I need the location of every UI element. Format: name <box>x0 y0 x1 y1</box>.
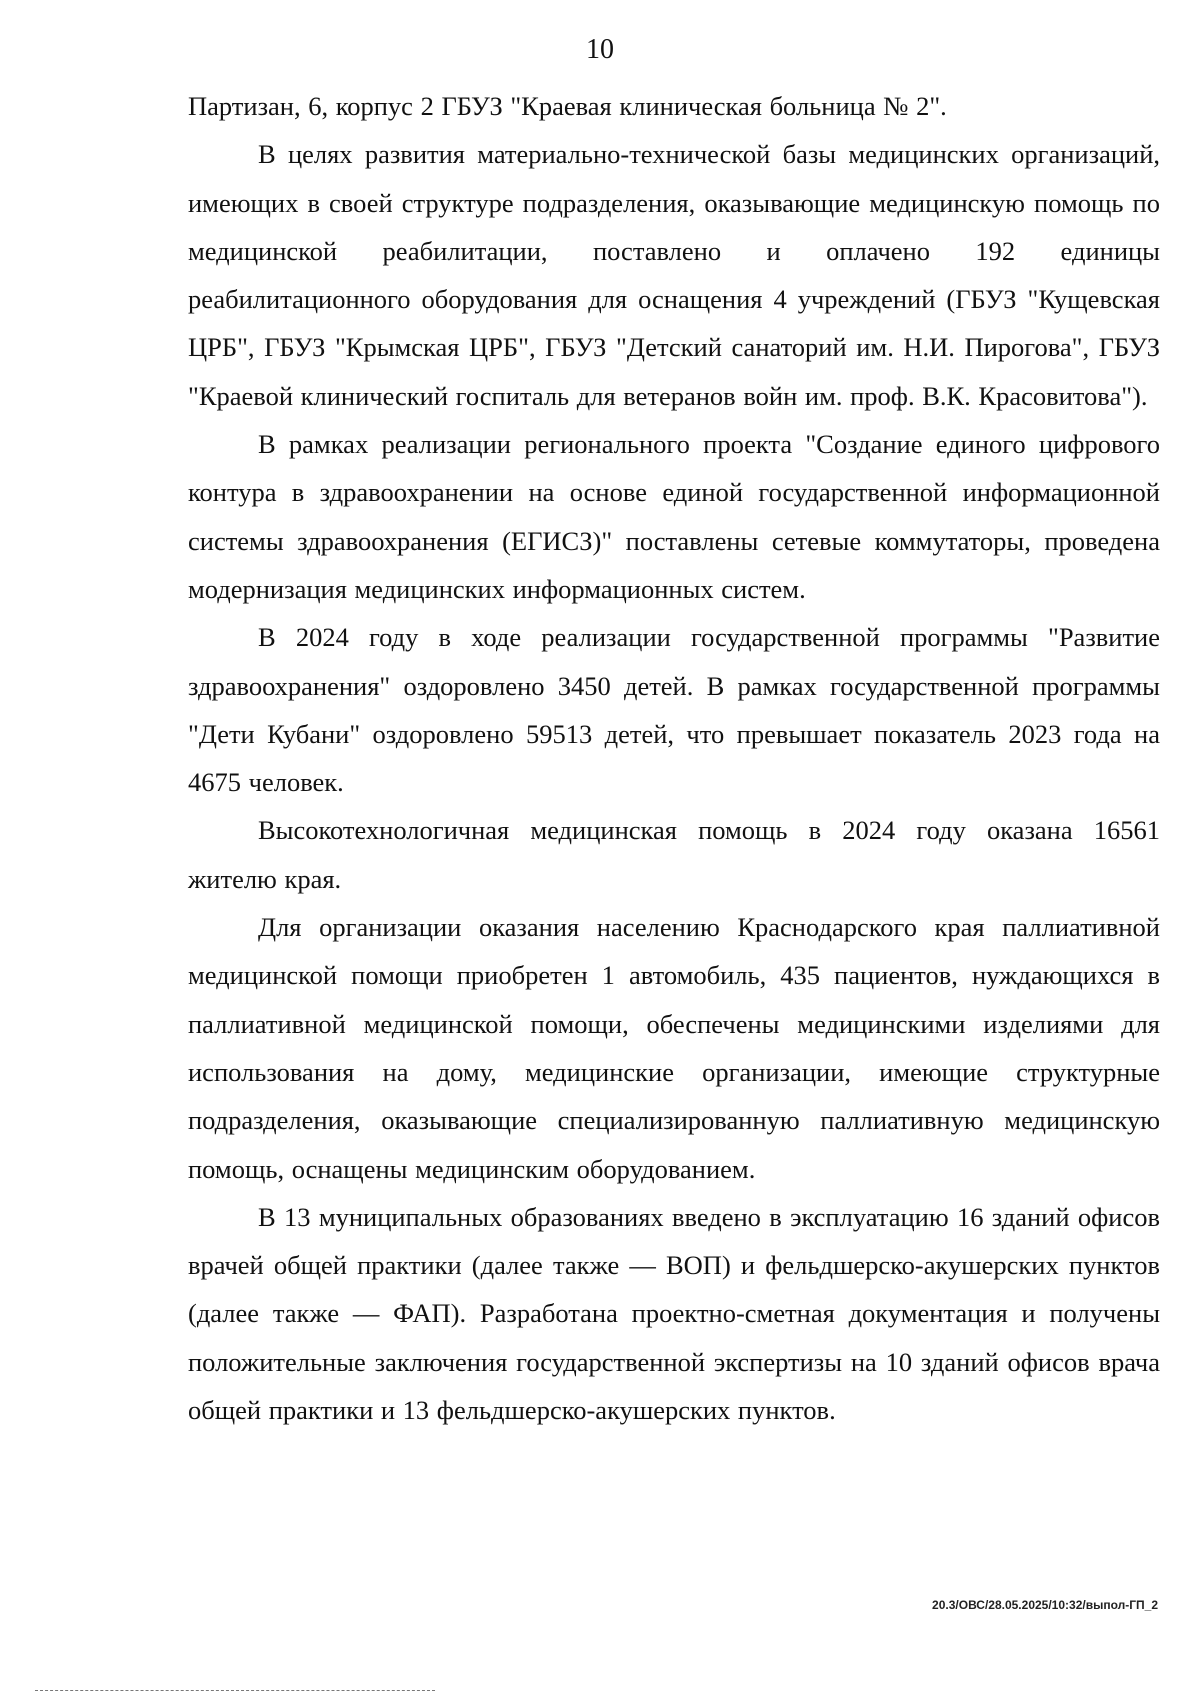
paragraph-gp-offices: В 13 муниципальных образованиях введено в эксплуатацию 16 зданий офисов врачей общей практики (далее также — ВОП) и фельдшерско-акушерских пунктов (далее также — ФАП). Разработана проектно-сметная документация и получены положительные заключения государственной экспертизы на 10 зданий офисов врача общей практики и 13 фельдшерско-акушерских пунктов. <box>188 1201 1160 1426</box>
document-body <box>188 82 1160 1434</box>
paragraph-palliative-care: Для организации оказания населению Краснодарского края паллиативной медицинской помощи приобретен 1 автомобиль, 435 пациентов, нуждающихся в паллиативной медицинской помощи, обеспечены медицинскими изделиями для использования на дому, медицинские организации, имеющие структурные подразделения, оказывающие специализированную паллиативную медицинскую помощь, оснащены медицинским оборудованием. <box>188 912 1160 1184</box>
page-number: 10 <box>586 34 614 65</box>
footer-document-code: 20.3/ОВС/28.05.2025/10:32/выпол-ГП_2 <box>932 1598 1158 1612</box>
paragraph-children-health: В 2024 году в ходе реализации государственной программы "Развитие здравоохранения" оздоровлено 3450 детей. В рамках государственной программы "Дети Кубани" оздоровлено 59513 детей, что превышает показатель 2023 года на 4675 человек. <box>188 622 1160 798</box>
footer-divider <box>35 1690 435 1692</box>
paragraph-rehabilitation-equipment: В целях развития материально-технической базы медицинских организаций, имеющих в своей структуре подразделения, оказывающие медицинскую помощь по медицинской реабилитации, поставлено и оплачено 192 единицы реабилитационного оборудования для оснащения 4 учреждений (ГБУЗ "Кущевская ЦРБ", ГБУЗ "Крымская ЦРБ", ГБУЗ "Детский санаторий им. Н.И. Пирогова", ГБУЗ "Краевой клинический госпиталь для ветеранов войн им. проф. В.К. Красовитова"). <box>188 139 1160 411</box>
paragraph-high-tech-care: Высокотехнологичная медицинская помощь в 2024 году оказана 16561 жителю края. <box>188 815 1160 894</box>
paragraph-digital-contour: В рамках реализации регионального проекта "Создание единого цифрового контура в здравоохранении на основе единой государственной информационной системы здравоохранения (ЕГИСЗ)" поставлены сетевые коммутаторы, проведена модернизация медицинских информационных систем. <box>188 429 1160 604</box>
paragraph-continuation: Партизан, 6, корпус 2 ГБУЗ "Краевая клиническая больница № 2". <box>188 91 947 121</box>
